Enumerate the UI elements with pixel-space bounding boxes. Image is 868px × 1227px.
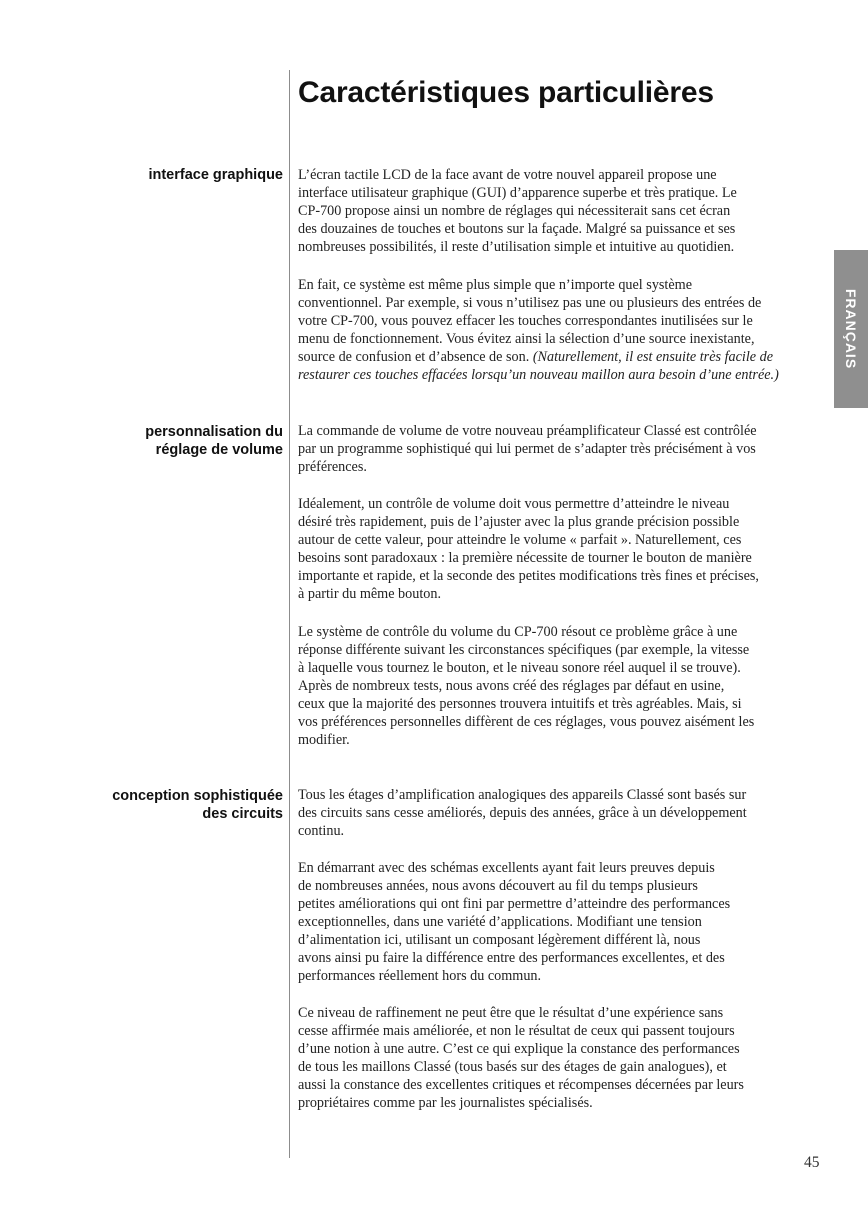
language-tab-label: FRANÇAIS — [843, 288, 859, 370]
text-line: désiré très rapidement, puis de l’ajuster avec la plus grande précision possible — [298, 514, 740, 530]
text-line: cesse affirmée mais améliorée, et non le résultat de ceux qui passent toujours — [298, 1023, 735, 1039]
text-line: Le système de contrôle du volume du CP-700 résout ce problème grâce à une — [298, 624, 738, 640]
text-line: menu de fonctionnement. Vous évitez ainsi la sélection d’une source inexistante, — [298, 331, 755, 347]
text-line: interface utilisateur graphique (GUI) d’apparence superbe et très pratique. Le — [298, 185, 737, 201]
text-line: Tous les étages d’amplification analogiques des appareils Classé sont basés sur — [298, 787, 747, 803]
text-line: nombreuses possibilités, il reste d’utilisation simple et intuitive au quotidien. — [298, 239, 735, 255]
section-label-personnalisation — [73, 423, 283, 459]
text-line: aussi la constance des excellentes critiques et récompenses décernées par leurs — [298, 1077, 744, 1093]
section-label-line: conception sophistiquée — [112, 788, 283, 804]
text-line: En démarrant avec des schémas excellents ayant fait leurs preuves depuis — [298, 860, 715, 876]
text-line: de tous les maillons Classé (tous basés sur des étages de gain analogues), et — [298, 1059, 727, 1075]
text-line: La commande de volume de votre nouveau préamplificateur Classé est contrôlée — [298, 423, 757, 439]
text-line: réponse différente suivant les circonstances spécifiques (par exemple, la vitesse — [298, 642, 750, 658]
section-label-interface-graphique — [73, 166, 283, 184]
text-line: vos préférences personnelles diffèrent de ces réglages, vous pouvez aisément les — [298, 714, 755, 730]
page-number: 45 — [804, 1154, 820, 1171]
text-line: performances réellement hors du commun. — [298, 968, 542, 984]
paragraph — [298, 786, 808, 840]
text-regular: source de confusion et d’absence de son. — [298, 349, 533, 365]
text-line: continu. — [298, 823, 345, 839]
text-line: ceux que la majorité des personnes trouvera intuitifs et très agréables. Mais, si — [298, 696, 742, 712]
text-line: votre CP-700, vous pouvez effacer les touches correspondantes inutilisées sur le — [298, 313, 753, 329]
text-line: des circuits sans cesse améliorés, depuis des années, grâce à un développement — [298, 805, 747, 821]
text-line: Ce niveau de raffinement ne peut être que le résultat d’une expérience sans — [298, 1005, 724, 1021]
paragraph — [298, 1004, 808, 1112]
vertical-divider — [289, 70, 290, 1158]
text-line-mixed — [298, 348, 808, 366]
text-line: L’écran tactile LCD de la face avant de votre nouvel appareil propose une — [298, 167, 717, 183]
paragraph — [298, 495, 808, 603]
text-line: propriétaires comme par les journalistes spécialisés. — [298, 1095, 593, 1111]
text-line: autour de cette valeur, pour atteindre le volume « parfait ». Naturellement, ces — [298, 532, 742, 548]
text-line: Après de nombreux tests, nous avons créé des réglages par défaut en usine, — [298, 678, 725, 694]
section-label-conception — [73, 787, 283, 823]
text-line: à laquelle vous tournez le bouton, et le niveau sonore réel auquel il se trouve). — [298, 660, 741, 676]
text-line: importante et rapide, et la seconde des petites modifications très fines et précises, — [298, 568, 759, 584]
paragraph — [298, 166, 808, 256]
text-line: par un programme sophistiqué qui lui permet de s’adapter très précisément à vos — [298, 441, 756, 457]
page-title: Caractéristiques particulières — [298, 76, 714, 109]
text-line: des douzaines de touches et boutons sur la façade. Malgré sa puissance et ses — [298, 221, 736, 237]
paragraph — [298, 422, 808, 476]
text-line: modifier. — [298, 732, 350, 748]
section-label-line: des circuits — [202, 806, 283, 822]
paragraph — [298, 623, 808, 749]
text-line: avons ainsi pu faire la différence entre des performances excellentes, et des — [298, 950, 725, 966]
text-line: besoins sont paradoxaux : la première nécessite de tourner le bouton de manière — [298, 550, 752, 566]
section-label-line: personnalisation du — [145, 424, 283, 440]
text-line-italic — [298, 366, 808, 384]
paragraph — [298, 859, 808, 985]
text-italic: (Naturellement, il est ensuite très facile de — [532, 349, 774, 365]
paragraph — [298, 276, 808, 384]
language-tab — [834, 250, 868, 408]
text-line: conventionnel. Par exemple, si vous n’utilisez pas une ou plusieurs des entrées de — [298, 295, 762, 311]
text-line: d’une notion à une autre. C’est ce qui explique la constance des performances — [298, 1041, 740, 1057]
text-line: petites améliorations qui ont fini par permettre d’atteindre des performances — [298, 896, 731, 912]
text-line: En fait, ce système est même plus simple que n’importe quel système — [298, 277, 693, 293]
text-line: CP-700 propose ainsi un nombre de réglages qui nécessiterait sans cet écran — [298, 203, 731, 219]
text-italic: restaurer ces touches effacées lorsqu’un nouveau maillon aura besoin d’une entrée.) — [298, 367, 779, 383]
text-line: préférences. — [298, 459, 367, 475]
text-line: Idéalement, un contrôle de volume doit vous permettre d’atteindre le niveau — [298, 496, 730, 512]
text-line: à partir du même bouton. — [298, 586, 442, 602]
text-line: exceptionnelles, dans une variété d’applications. Modifiant une tension — [298, 914, 702, 930]
text-line: de nombreuses années, nous avons découvert au fil du temps plusieurs — [298, 878, 698, 894]
section-label-line: interface graphique — [148, 167, 283, 183]
section-label-line: réglage de volume — [155, 442, 283, 458]
text-line: d’alimentation ici, utilisant un composant légèrement différent là, nous — [298, 932, 701, 948]
